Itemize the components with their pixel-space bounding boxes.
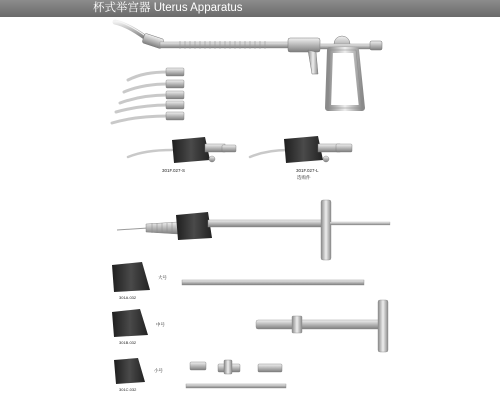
cup-size-medium: 中号 [156, 322, 165, 327]
optional-part-note: 选购件 [297, 175, 311, 180]
cup-assembly-s [128, 137, 236, 163]
cup-medium [112, 309, 148, 337]
t-handle-rod [256, 300, 388, 352]
cup-code-small: 301C.032 [119, 387, 137, 392]
assembly-code-l: 301F.027-L [296, 168, 319, 173]
cup-code-medium: 301B.032 [119, 340, 137, 345]
cup-size-small: 小号 [154, 368, 163, 373]
assembly-code-s: 301F.027-S [162, 168, 186, 173]
t-handle-manipulator [117, 200, 390, 260]
long-rod [182, 280, 364, 285]
cup-small [114, 358, 145, 384]
cup-assembly-l [250, 136, 352, 163]
cup-code-large: 301A.032 [119, 295, 137, 300]
short-rod [186, 384, 286, 388]
page-title: 杯式举宫器 Uterus Apparatus [93, 2, 243, 14]
cup-large [112, 262, 150, 292]
threaded-tips [190, 360, 282, 374]
cup-size-large: 大号 [158, 275, 167, 280]
curved-tip-set [112, 68, 184, 123]
